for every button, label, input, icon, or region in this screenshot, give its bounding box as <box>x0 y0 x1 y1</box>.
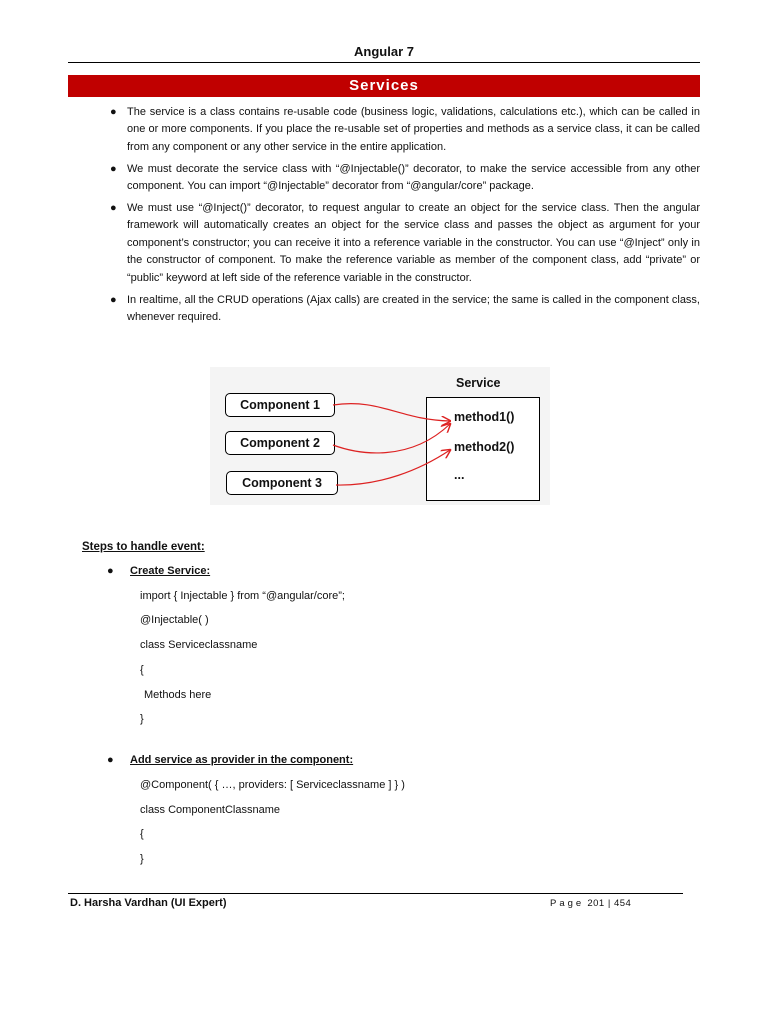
footer-divider <box>68 893 683 894</box>
component-3-box: Component 3 <box>226 471 338 495</box>
step-create-service-heading: Create Service: <box>130 565 211 577</box>
ellipsis-label: ... <box>454 468 465 482</box>
arrow-component-3 <box>336 450 450 485</box>
code-line: { <box>140 664 144 676</box>
footer-page-number: Page 201 | 454 <box>550 898 632 909</box>
bullet-icon: ● <box>110 202 117 215</box>
list-item: ● We must decorate the service class with “@Injectable()” decorator, to make the service accessible from any other component. You can import “@Injectable” decorator from “@angular/core” package. <box>110 162 700 193</box>
footer-author: D. Harsha Vardhan (UI Expert) <box>70 897 227 909</box>
bullet-icon: ● <box>110 162 117 175</box>
arrow-component-1 <box>333 404 450 421</box>
section-banner: Services <box>68 75 700 97</box>
service-title: Service <box>456 376 501 390</box>
code-line: import { Injectable } from “@angular/core”; <box>140 590 345 602</box>
page-header-title: Angular 7 <box>354 44 414 59</box>
component-2-box: Component 2 <box>225 431 335 455</box>
bullet-icon: ● <box>110 106 117 118</box>
code-line: Methods here <box>144 689 212 701</box>
list-item: ● The service is a class contains re-usable code (business logic, validations, calculations etc.), which can be called in one or more components. If you place the re-usable set of properties and methods as a service class, it can be called from any component or any other service in the entire application. <box>110 106 700 153</box>
bullet-icon: ● <box>107 754 114 766</box>
code-line: @Component( { …, providers: [ Serviceclassname ] } ) <box>140 779 405 791</box>
method1-label: method1() <box>454 410 515 424</box>
bullet-icon: ● <box>110 293 117 306</box>
list-item: ● We must use “@Inject()” decorator, to request angular to create an object for the service class. Then the angular framework will automatically creates an object for the service class and passes the object as argument for your component’s constructor; you can receive it into a reference variable in the constructor. You can use “@Inject” only in the constructor of component. To make the reference variable as member of the component class, add “private” or “public” keyword at left side of the reference variable in the constructor. <box>110 202 700 284</box>
code-line: class ComponentClassname <box>140 804 281 816</box>
code-line: } <box>140 853 144 865</box>
method2-label: method2() <box>454 440 515 454</box>
bullet-icon: ● <box>107 565 114 577</box>
code-line: { <box>140 828 144 840</box>
code-line: class Serviceclassname <box>140 639 258 651</box>
steps-title: Steps to handle event: <box>82 541 205 553</box>
arrow-component-2 <box>333 424 450 453</box>
code-line: } <box>140 713 144 725</box>
step-add-provider-heading: Add service as provider in the component: <box>130 754 354 766</box>
list-item: ● In realtime, all the CRUD operations (Ajax calls) are created in the service; the same is called in the component class, whenever required. <box>110 293 700 323</box>
component-1-box: Component 1 <box>225 393 335 417</box>
code-line: @Injectable( ) <box>140 614 209 626</box>
